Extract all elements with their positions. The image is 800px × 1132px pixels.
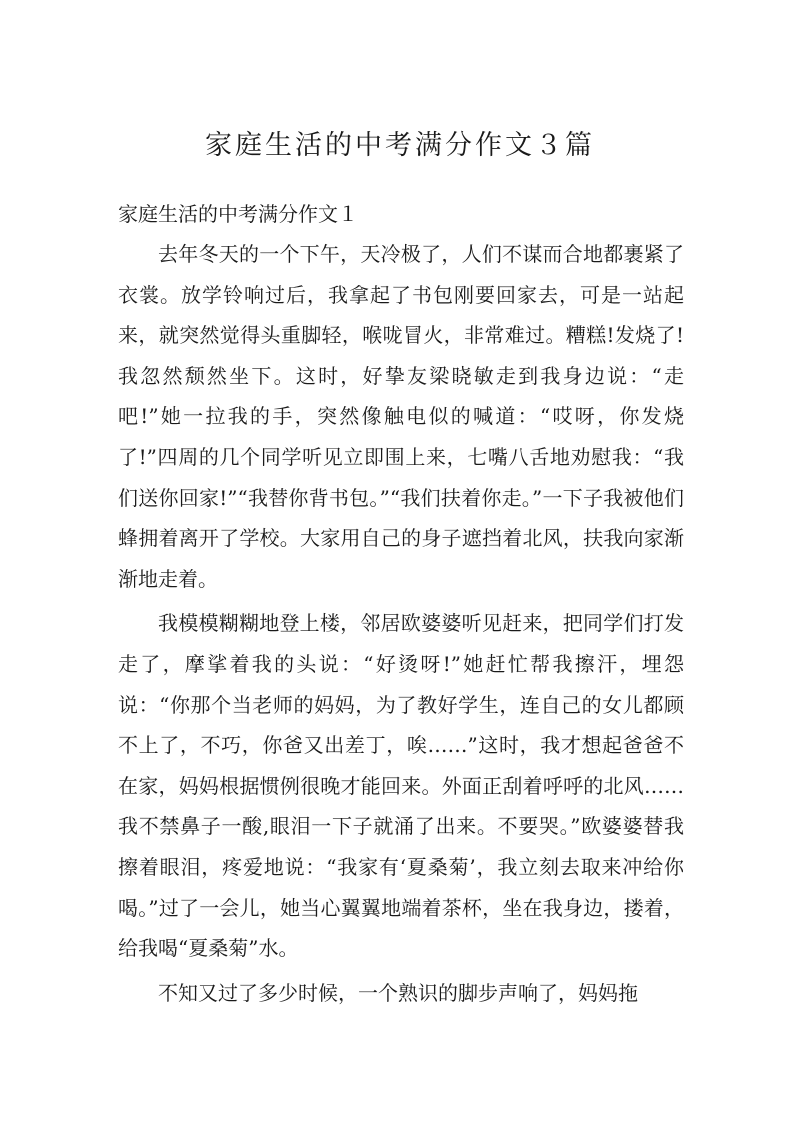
essay-body (118, 234, 684, 1013)
paragraph-1: 去年冬天的一个下午，天冷极了，人们不谋而合地都裹紧了衣裳。放学铃响过后，我拿起了书包刚要回家去，可是一站起来，就突然觉得头重脚轻，喉咙冒火，非常难过。糟糕!发烧了!我忽然颓然坐下。这时，好挚友梁晓敏走到我身边说：“走吧!”她一拉我的手，突然像触电似的喊道：“哎呀，你发烧了!”四周的几个同学听见立即围上来，七嘴八舌地劝慰我：“我们送你回家!”“我替你背书包。”“我们扶着你走。”一下子我被他们蜂拥着离开了学校。大家用自己的身子遮挡着北风，扶我向家渐渐地走着。 (118, 242, 684, 591)
paragraph-2: 我模模糊糊地登上楼，邻居欧婆婆听见赶来，把同学们打发走了，摩挲着我的头说：“好烫呀!”她赶忙帮我擦汗，埋怨说：“你那个当老师的妈妈，为了教好学生，连自己的女儿都顾不上了，不巧，你爸又出差丁，唉……”这时，我才想起爸爸不在家，妈妈根据惯例很晚才能回来。外面正刮着呼呼的北风……我不禁鼻子一酸,眼泪一下子就涌了出来。不要哭。”欧婆婆替我擦着眼泪，疼爱地说：“我家有‘夏桑菊’，我立刻去取来冲给你喝。”过了一会儿，她当心翼翼地端着茶杯，坐在我身边，搂着，给我喝“夏桑菊”水。 (118, 611, 684, 961)
paragraph-3: 不知又过了多少时候，一个熟识的脚步声响了，妈妈拖 (158, 980, 638, 1005)
essay-subtitle: 家庭生活的中考满分作文１ (118, 202, 358, 226)
document-title: 家庭生活的中考满分作文３篇 (205, 130, 595, 161)
